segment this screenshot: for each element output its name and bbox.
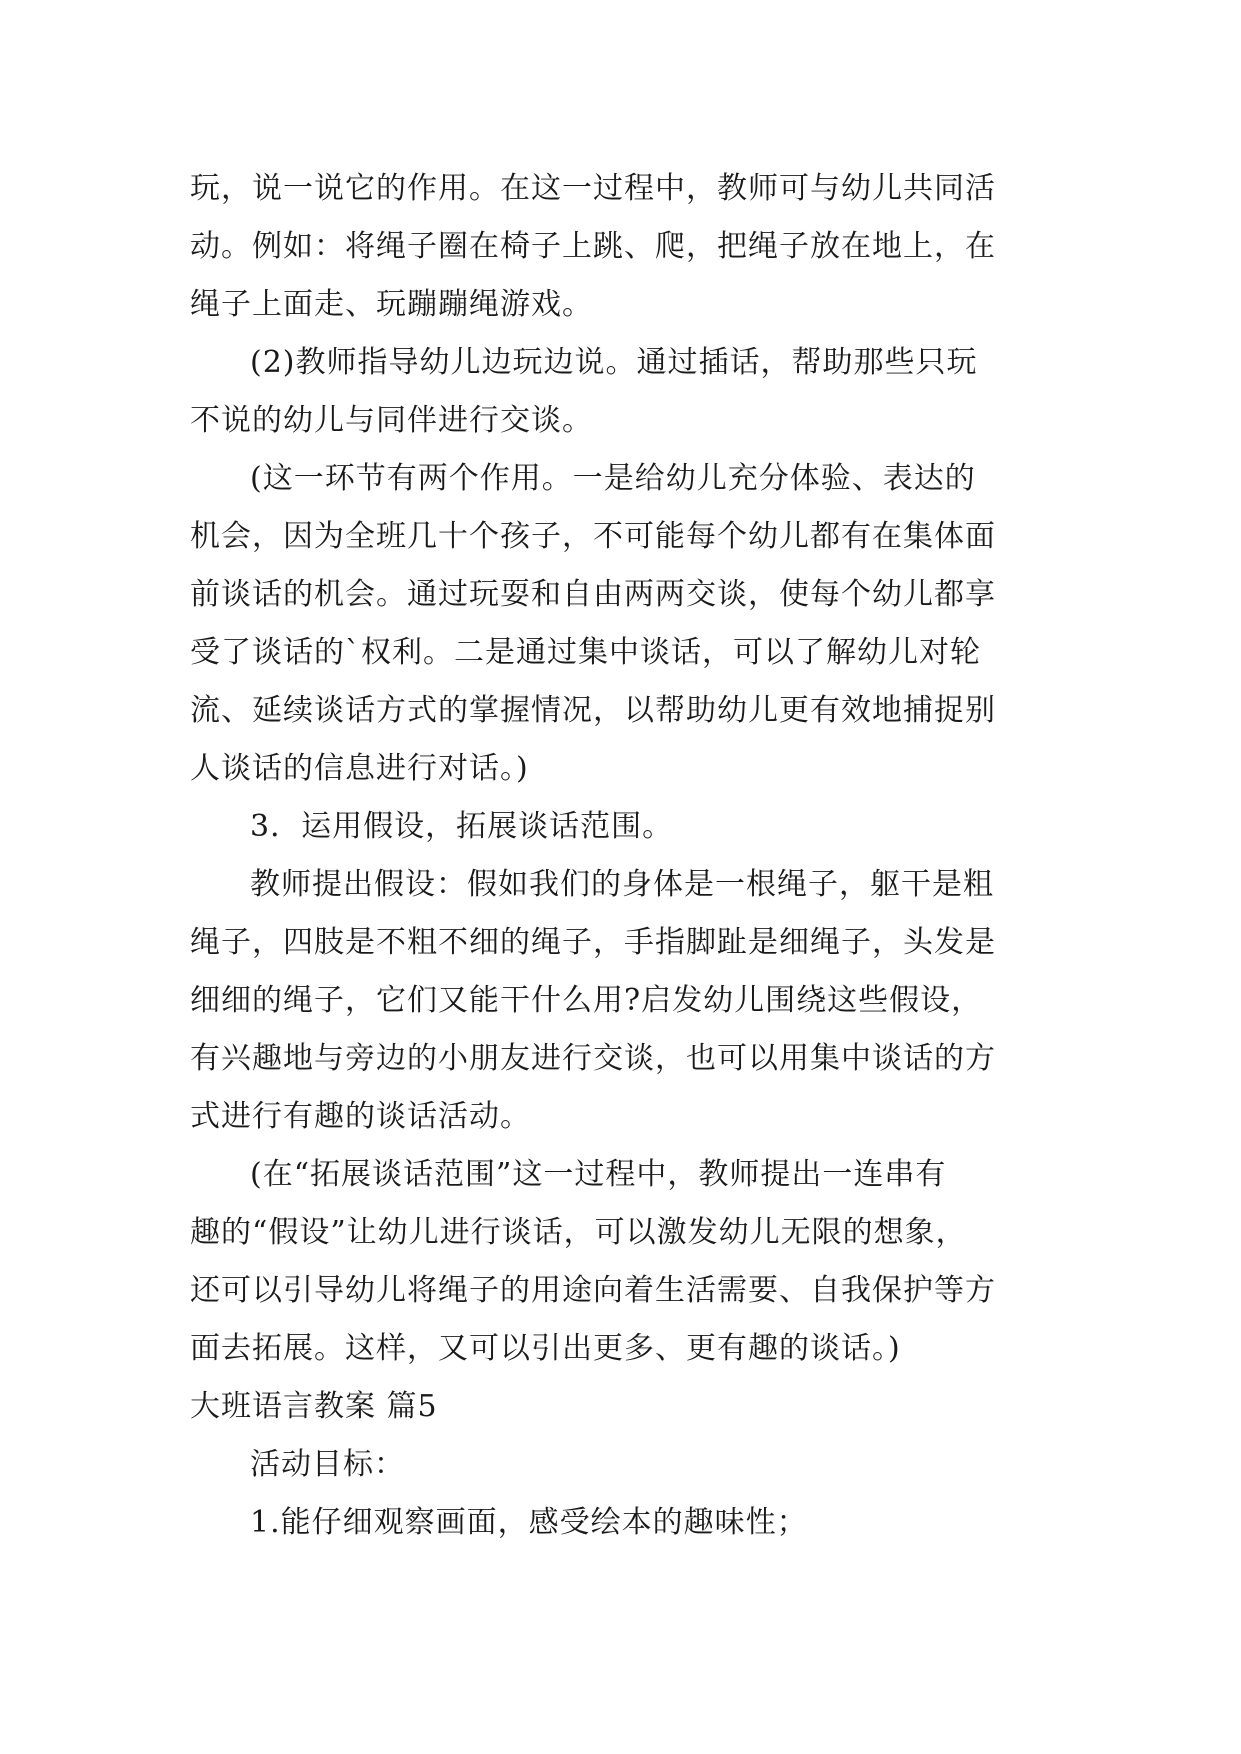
paragraph-1 <box>190 160 1060 334</box>
paragraph-objectives-label <box>190 1436 1060 1494</box>
text-line: 有兴趣地与旁边的小朋友进行交谈，也可以用集中谈话的方 <box>190 1041 996 1076</box>
text-line: (在“拓展谈话范围”这一过程中，教师提出一连串有 <box>250 1157 947 1192</box>
paragraph-4 <box>190 798 1060 856</box>
text-line: 前谈话的机会。通过玩耍和自由两两交谈，使每个幼儿都享 <box>190 577 996 612</box>
text-line: 绳子，四肢是不粗不细的绳子，手指脚趾是细绳子，头发是 <box>190 925 996 960</box>
text-line: 机会，因为全班几十个孩子，不可能每个幼儿都有在集体面 <box>190 519 996 554</box>
text-line: 1.能仔细观察画面，感受绘本的趣味性； <box>250 1505 808 1540</box>
text-line: (2)教师指导幼儿边玩边说。通过插话，帮助那些只玩 <box>250 345 978 380</box>
text-line: 面去拓展。这样，又可以引出更多、更有趣的谈话。) <box>190 1331 901 1366</box>
section-heading: 大班语言教案 篇5 <box>190 1389 438 1424</box>
text-line: 不说的幼儿与同伴进行交谈。 <box>190 403 593 438</box>
text-line: 趣的“假设”让幼儿进行谈话，可以激发幼儿无限的想象， <box>190 1215 967 1250</box>
paragraph-objective-1 <box>190 1494 1060 1552</box>
text-line: 人谈话的信息进行对话。) <box>190 751 529 786</box>
paragraph-5 <box>190 856 1060 1146</box>
paragraph-6 <box>190 1146 1060 1378</box>
text-line: 3．运用假设，拓展谈话范围。 <box>250 809 674 844</box>
text-line: 绳子上面走、玩蹦蹦绳游戏。 <box>190 287 593 322</box>
paragraph-3 <box>190 450 1060 798</box>
text-line: 细细的绳子，它们又能干什么用?启发幼儿围绕这些假设， <box>190 983 983 1018</box>
text-line: 式进行有趣的谈话活动。 <box>190 1099 531 1134</box>
text-line: 受了谈话的`权利。二是通过集中谈话，可以了解幼儿对轮 <box>190 635 981 670</box>
text-line: 流、延续谈话方式的掌握情况，以帮助幼儿更有效地捕捉别 <box>190 693 996 728</box>
text-line: 还可以引导幼儿将绳子的用途向着生活需要、自我保护等方 <box>190 1273 996 1308</box>
text-line: 玩，说一说它的作用。在这一过程中，教师可与幼儿共同活 <box>190 171 996 206</box>
document-body <box>190 160 1060 1552</box>
text-line: (这一环节有两个作用。一是给幼儿充分体验、表达的 <box>250 461 976 496</box>
paragraph-2 <box>190 334 1060 450</box>
text-line: 活动目标： <box>250 1447 405 1482</box>
text-line: 动。例如：将绳子圈在椅子上跳、爬，把绳子放在地上，在 <box>190 229 996 264</box>
text-line: 教师提出假设：假如我们的身体是一根绳子，躯干是粗 <box>250 867 994 902</box>
